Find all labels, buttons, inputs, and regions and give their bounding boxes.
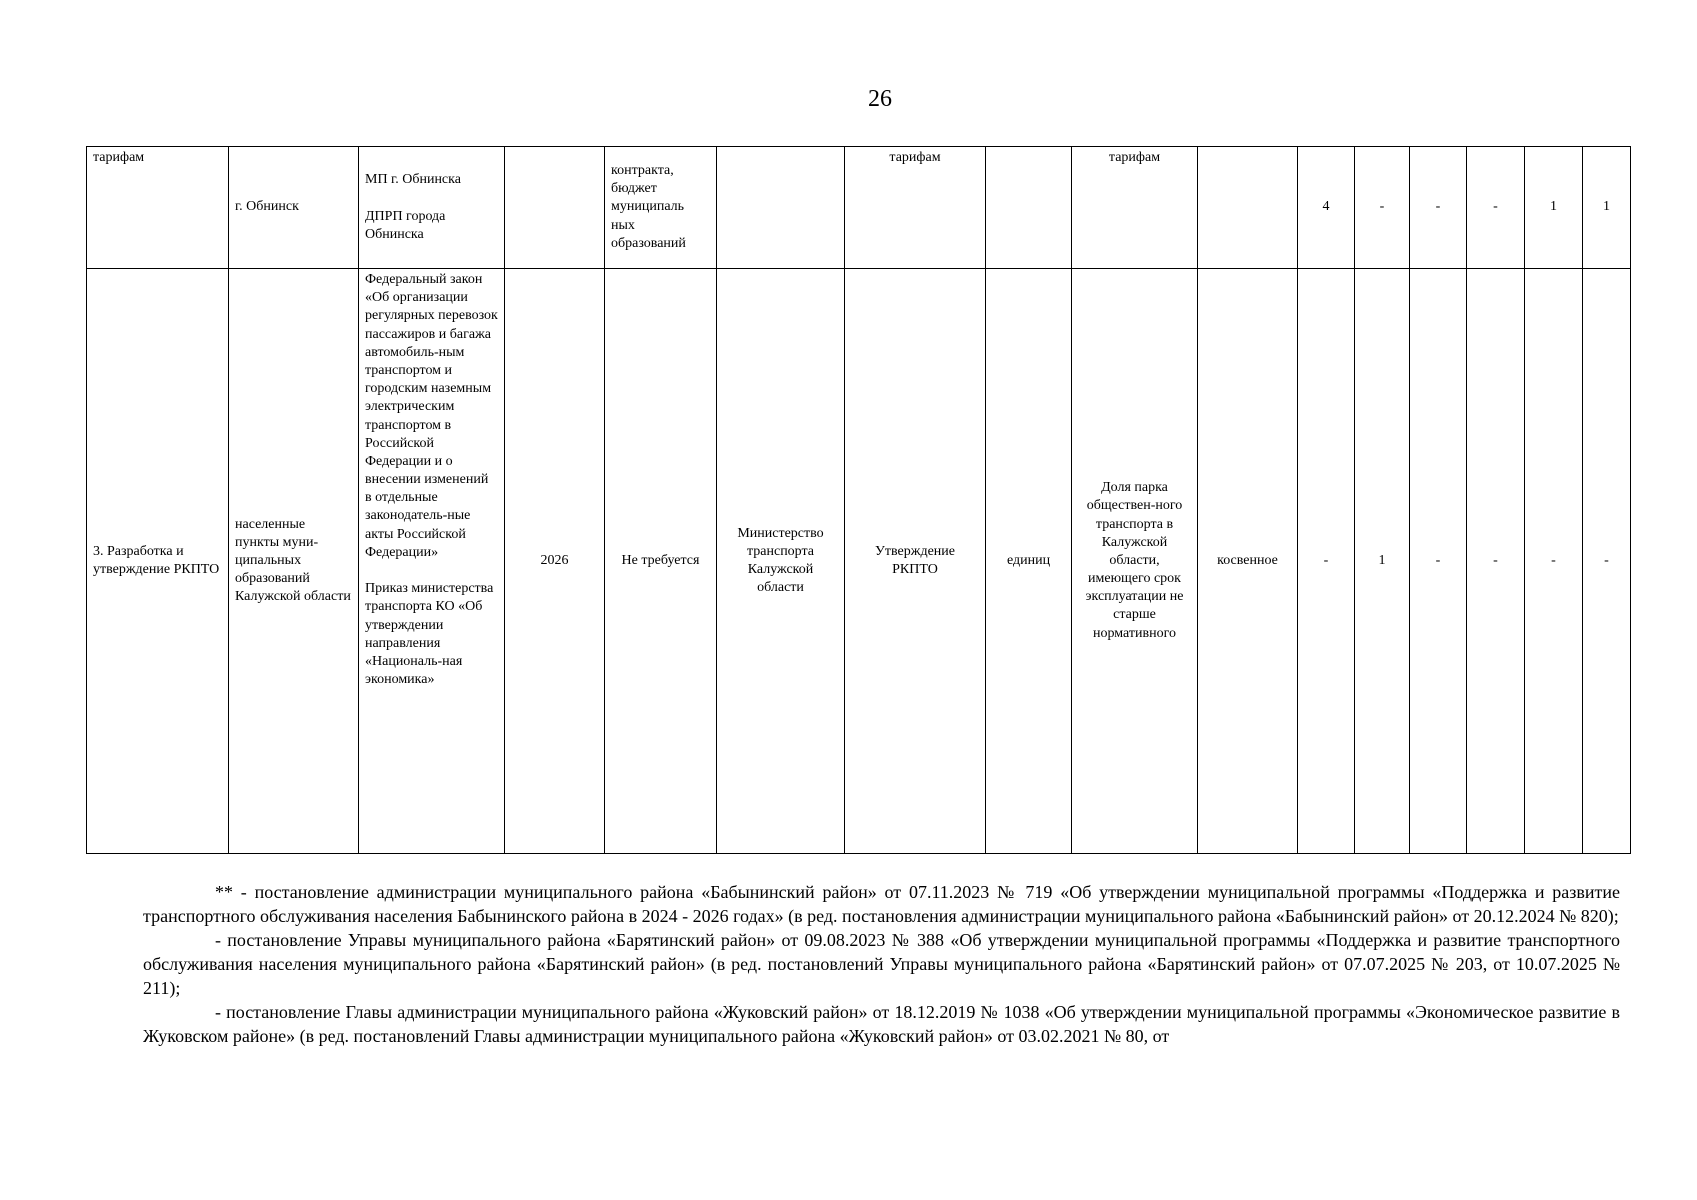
table-cell: - [1355,147,1410,269]
table-cell: Доля парка обществен-ного транспорта в Калужской области, имеющего срок эксплуатации не старше нормативного [1072,269,1198,854]
table-cell: - [1583,269,1631,854]
table-cell: тарифам [1072,147,1198,269]
table-cell: единиц [986,269,1072,854]
footnote-paragraph: ** - постановление администрации муниципального района «Бабынинский район» от 07.11.2023 № 719 «Об утверждении муниципальной программы «Поддержка и развитие транспортного обслуживания населения Бабынинского района в 2024 - 2026 годах» (в ред. постановления администрации муниципального района «Бабынинский район» от 20.12.2024 № 820); [143,882,1620,926]
table-cell: населенные пункты муни-ципальных образований Калужской области [229,269,359,854]
table-cell: МП г. Обнинска ДПРП города Обнинска [359,147,505,269]
table-cell: 4 [1298,147,1355,269]
table-cell: тарифам [845,147,986,269]
measures-table [86,146,1631,854]
table-cell [986,147,1072,269]
table-cell: 1 [1355,269,1410,854]
table-cell [1198,147,1298,269]
footnote-paragraph: - постановление Управы муниципального района «Барятинский район» от 09.08.2023 № 388 «Об утверждении муниципальной программы «Поддержка и развитие транспортного обслуживания населения муниципального района «Барятинский район» (в ред. постановлений Управы муниципального района «Барятинский район» от 07.07.2025 № 203, от 10.07.2025 № 211); [143,930,1620,998]
table-cell: - [1525,269,1583,854]
table-cell: тарифам [87,147,229,269]
page-number: 26 [868,86,892,112]
table-cell: - [1467,269,1525,854]
table-row [87,269,1631,854]
table-cell: г. Обнинск [229,147,359,269]
table-cell: - [1410,147,1467,269]
table-cell: контракта, бюджет муниципаль ных образований [605,147,717,269]
table-cell: 3. Разработка и утверждение РКПТО [87,269,229,854]
table-cell [505,147,605,269]
table-row [87,147,1631,269]
table-cell: Утверждение РКПТО [845,269,986,854]
footnote-paragraph: - постановление Главы администрации муниципального района «Жуковский район» от 18.12.2019 № 1038 «Об утверждении муниципальной программы «Экономическое развитие в Жуковском районе» (в ред. постановлений Главы администрации муниципального района «Жуковский район» от 03.02.2021 № 80, от [143,1002,1620,1046]
table-cell: Федеральный закон «Об организации регулярных перевозок пассажиров и багажа автомобиль-ным транспортом и городским наземным электрическим транспортом в Российской Федерации и о внесении изменений в отдельные законодатель-ные акты Российской Федерации» Приказ министерства транспорта КО «Об утверждении направления «Националь-ная экономика» [359,269,505,854]
footnotes [143,880,1620,1048]
table-cell: косвенное [1198,269,1298,854]
table-cell: 2026 [505,269,605,854]
table-cell [717,147,845,269]
table-cell: 1 [1525,147,1583,269]
table-cell: - [1298,269,1355,854]
table-cell: - [1410,269,1467,854]
table-cell: Не требуется [605,269,717,854]
table-cell: 1 [1583,147,1631,269]
table-cell: - [1467,147,1525,269]
table-cell: Министерство транспорта Калужской области [717,269,845,854]
